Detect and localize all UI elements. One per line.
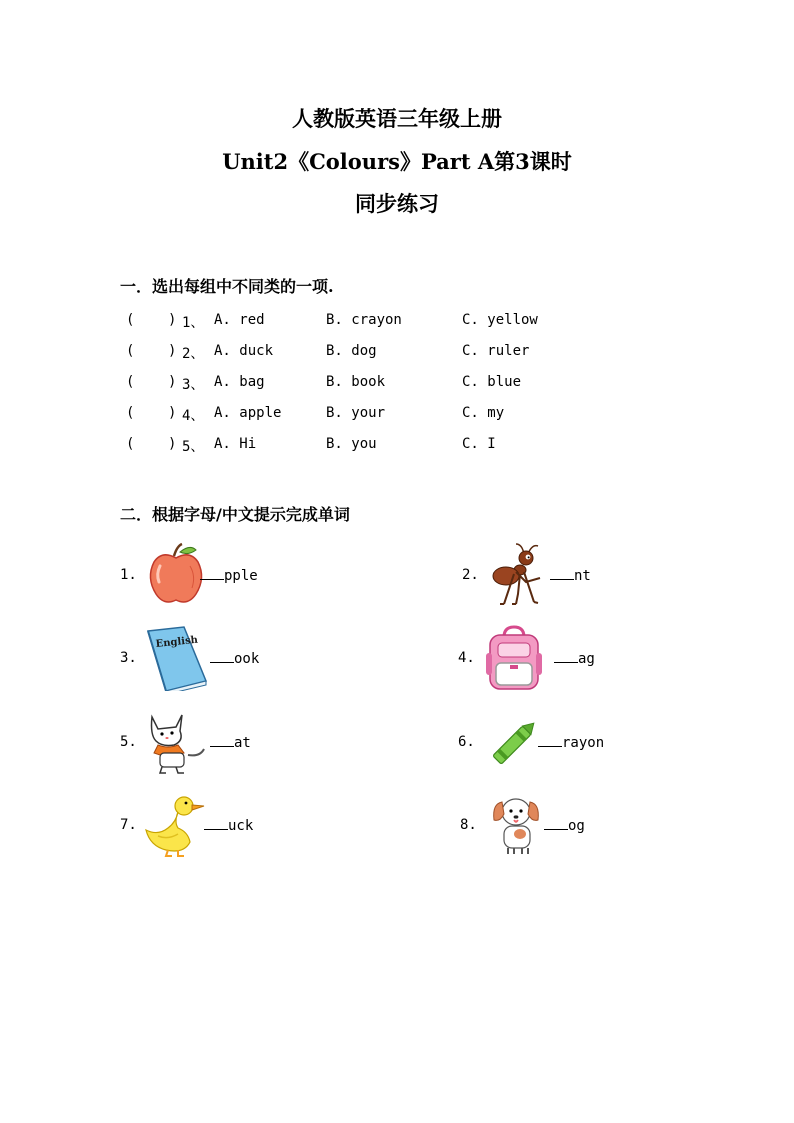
word-blank[interactable] xyxy=(550,567,591,584)
answer-blank[interactable] xyxy=(204,817,228,830)
question-number: 2、 xyxy=(182,346,205,362)
ant-icon xyxy=(486,542,550,608)
item-number: 5. xyxy=(120,734,137,750)
option-a: A. apple xyxy=(214,405,282,421)
page-subtitle-practice: 同步练习 xyxy=(355,191,439,216)
fill-word-item xyxy=(120,709,320,779)
option-a: A. bag xyxy=(214,374,265,390)
answer-blank[interactable] xyxy=(550,567,574,580)
section1-title: 一．选出每组中不同类的一项. xyxy=(120,277,334,296)
word-blank[interactable] xyxy=(204,817,253,834)
answer-blank[interactable] xyxy=(544,817,568,830)
option-b: B. book xyxy=(326,374,386,390)
item-number: 6. xyxy=(458,734,475,750)
option-a: A. red xyxy=(214,312,265,328)
answer-paren-close: ) xyxy=(168,405,177,421)
option-c: C. ruler xyxy=(462,343,530,359)
word-suffix: ook xyxy=(234,651,260,667)
item-number: 4. xyxy=(458,650,475,666)
option-c: C. I xyxy=(462,436,496,452)
answer-blank[interactable] xyxy=(200,567,224,580)
word-blank[interactable] xyxy=(210,650,259,667)
duck-icon xyxy=(144,792,208,858)
word-suffix: uck xyxy=(228,818,254,834)
option-c: C. yellow xyxy=(462,312,538,328)
fill-word-item xyxy=(462,542,662,612)
word-blank[interactable] xyxy=(200,567,258,584)
answer-blank[interactable] xyxy=(554,650,578,663)
section2-title: 二．根据字母/中文提示完成单词 xyxy=(120,505,350,524)
answer-blank[interactable] xyxy=(538,734,562,747)
answer-paren-open: ( xyxy=(126,405,135,421)
fill-word-item xyxy=(120,625,320,695)
question-number: 3、 xyxy=(182,377,205,393)
answer-paren-open: ( xyxy=(126,374,135,390)
word-blank[interactable] xyxy=(210,734,251,751)
fill-word-item xyxy=(120,792,320,862)
item-number: 7. xyxy=(120,817,137,833)
item-number: 8. xyxy=(460,817,477,833)
page-subtitle: Unit2《Colours》Part A第3课时 xyxy=(222,149,572,174)
answer-paren-close: ) xyxy=(168,374,177,390)
cat-icon xyxy=(144,709,208,775)
option-b: B. dog xyxy=(326,343,377,359)
item-number: 1. xyxy=(120,567,137,583)
word-blank[interactable] xyxy=(538,734,604,751)
word-suffix: og xyxy=(568,818,585,834)
question-number: 4、 xyxy=(182,408,205,424)
word-suffix: pple xyxy=(224,568,258,584)
apple-icon xyxy=(144,542,208,608)
option-a: A. Hi xyxy=(214,436,257,452)
question-number: 1、 xyxy=(182,315,205,331)
option-b: B. your xyxy=(326,405,386,421)
fill-word-item xyxy=(460,792,660,862)
option-a: A. duck xyxy=(214,343,274,359)
item-number: 3. xyxy=(120,650,137,666)
option-b: B. crayon xyxy=(326,312,402,328)
dog-icon xyxy=(484,792,548,858)
fill-word-item xyxy=(120,542,320,612)
answer-paren-close: ) xyxy=(168,312,177,328)
option-c: C. blue xyxy=(462,374,522,390)
answer-blank[interactable] xyxy=(210,650,234,663)
answer-blank[interactable] xyxy=(210,734,234,747)
word-suffix: ag xyxy=(578,651,595,667)
word-suffix: at xyxy=(234,735,251,751)
answer-paren-open: ( xyxy=(126,436,135,452)
answer-paren-close: ) xyxy=(168,343,177,359)
answer-paren-open: ( xyxy=(126,343,135,359)
answer-paren-close: ) xyxy=(168,436,177,452)
word-suffix: nt xyxy=(574,568,591,584)
fill-word-item xyxy=(458,709,658,779)
bag-icon xyxy=(482,625,546,691)
question-number: 5、 xyxy=(182,439,205,455)
word-blank[interactable] xyxy=(544,817,585,834)
fill-word-item xyxy=(458,625,658,695)
page-title: 人教版英语三年级上册 xyxy=(292,106,502,131)
word-suffix: rayon xyxy=(562,735,605,751)
book-cover-text: English xyxy=(155,634,199,650)
word-blank[interactable] xyxy=(554,650,595,667)
option-b: B. you xyxy=(326,436,377,452)
option-c: C. my xyxy=(462,405,505,421)
book-icon xyxy=(144,625,208,691)
crayon-icon xyxy=(482,709,546,775)
item-number: 2. xyxy=(462,567,479,583)
answer-paren-open: ( xyxy=(126,312,135,328)
